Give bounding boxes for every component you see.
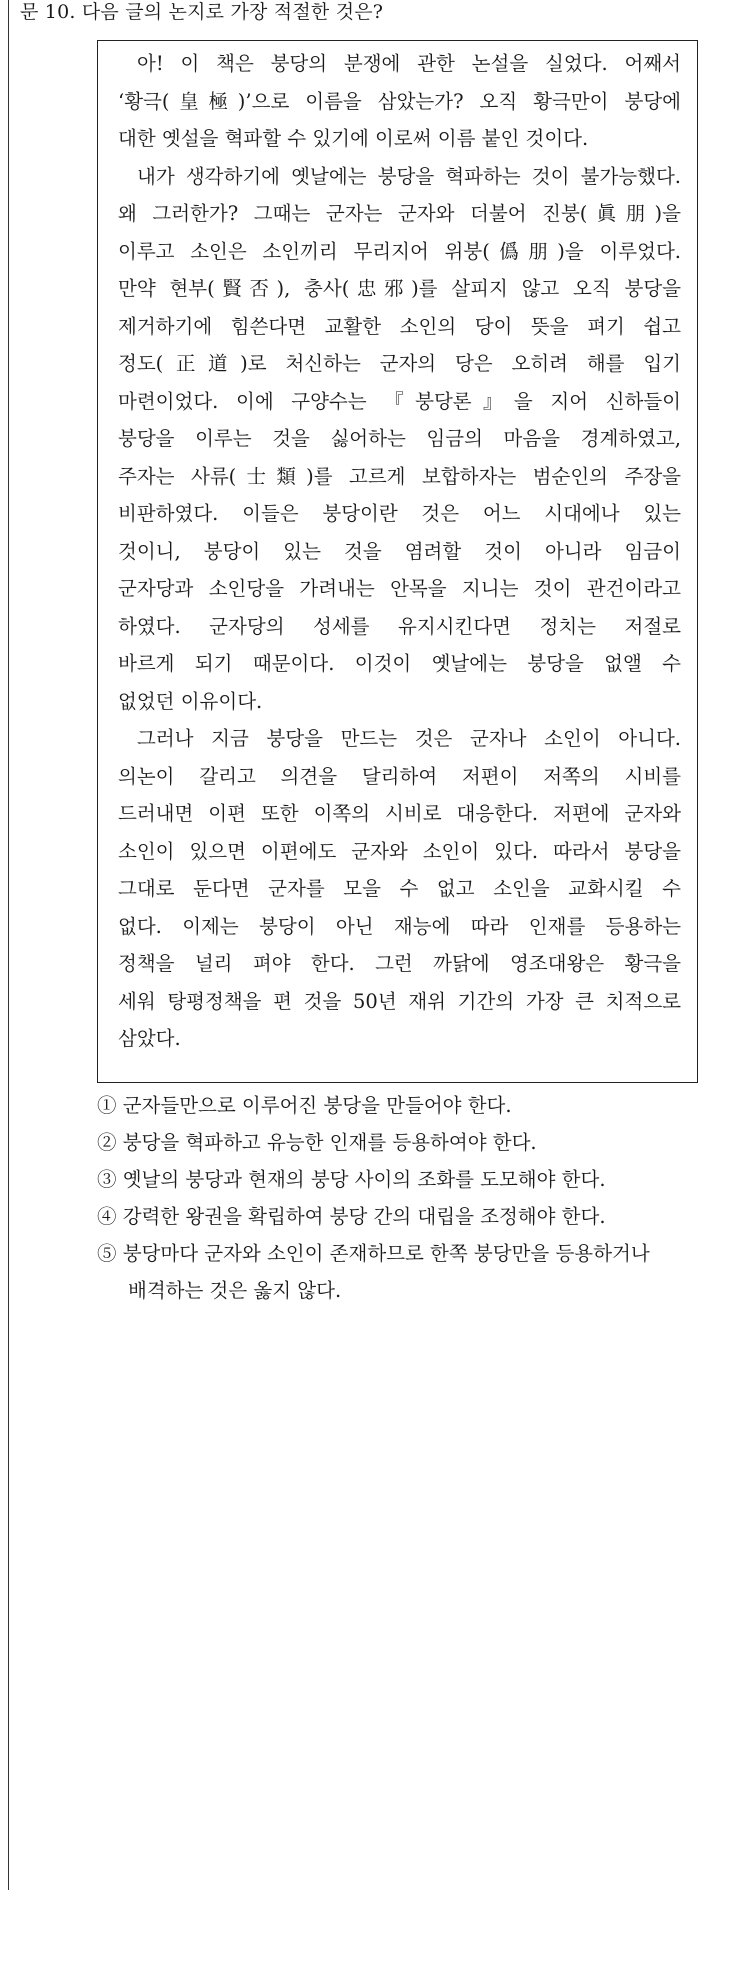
passage-line: 없다. 이제는 붕당이 아닌 재능에 따라 인재를 등용하는	[118, 914, 681, 938]
passage-box	[97, 40, 698, 1083]
passage-line: 바르게 되기 때문이다. 이것이 옛날에는 붕당을 없앨 수	[118, 652, 681, 675]
passage-line: 비판하였다. 이들은 붕당이란 것은 어느 시대에나 있는	[118, 502, 681, 525]
passage-line: 소인이 있으면 이편에도 군자와 소인이 있다. 따라서 붕당을	[118, 839, 681, 863]
passage-line: 드러내면 이편 또한 이쪽의 시비로 대응한다. 저편에 군자와	[118, 802, 681, 825]
choice-5[interactable]: ⑤ 붕당마다 군자와 소인이 존재하므로 한쪽 붕당만을 등용하거나	[97, 1242, 650, 1265]
passage-line: 삼았다.	[118, 1027, 181, 1050]
passage-line: 그대로 둔다면 군자를 모을 수 없고 소인을 교화시킬 수	[118, 877, 681, 900]
passage-line: 내가 생각하기에 옛날에는 붕당을 혁파하는 것이 불가능했다.	[137, 164, 681, 188]
passage-line: 군자당과 소인당을 가려내는 안목을 지니는 것이 관건이라고	[118, 577, 681, 600]
passage-line: 왜 그러한가? 그때는 군자는 군자와 더불어 진붕(眞朋)을	[118, 202, 681, 225]
passage-line: 주자는 사류(士類)를 고르게 보합하자는 범순인의 주장을	[118, 464, 681, 488]
passage-line: 하였다. 군자당의 성세를 유지시킨다면 정치는 저절로	[118, 614, 681, 638]
passage-line: 대한 옛설을 혁파할 수 있기에 이로써 이름 붙인 것이다.	[118, 127, 589, 150]
choice-4[interactable]: ④ 강력한 왕권을 확립하여 붕당 간의 대립을 조정해야 한다.	[97, 1205, 606, 1228]
choice-3[interactable]: ③ 옛날의 붕당과 현재의 붕당 사이의 조화를 도모해야 한다.	[97, 1168, 606, 1191]
passage-line: 없었던 이유이다.	[118, 689, 263, 713]
passage-line: 그러나 지금 붕당을 만드는 것은 군자나 소인이 아니다.	[137, 727, 681, 750]
passage-line: 것이니, 붕당이 있는 것을 염려할 것이 아니라 임금이	[118, 539, 681, 563]
passage-line: 마련이었다. 이에 구양수는 『붕당론』을 지어 신하들이	[118, 389, 681, 413]
choice-2[interactable]: ② 붕당을 혁파하고 유능한 인재를 등용하여야 한다.	[97, 1131, 537, 1154]
passage-line: 붕당을 이루는 것을 싫어하는 임금의 마음을 경계하였고,	[118, 427, 681, 450]
passage-line: 제거하기에 힘쓴다면 교활한 소인의 당이 뜻을 펴기 쉽고	[118, 314, 681, 338]
passage-line: 정책을 널리 펴야 한다. 그런 까닭에 영조대왕은 황극을	[118, 952, 681, 975]
passage-line: 세워 탕평정책을 편 것을 50년 재위 기간의 가장 큰 치적으로	[118, 989, 681, 1013]
question-title: 문 10. 다음 글의 논지로 가장 적절한 것은?	[20, 1, 384, 23]
page-margin-rule	[8, 0, 9, 1890]
passage-line: 의논이 갈리고 의견을 달리하여 저편이 저쪽의 시비를	[118, 764, 681, 788]
passage-line: 이루고 소인은 소인끼리 무리지어 위붕(僞朋)을 이루었다.	[118, 239, 681, 263]
choice-1[interactable]: ① 군자들만으로 이루어진 붕당을 만들어야 한다.	[97, 1094, 512, 1117]
passage-line: 정도(正道)로 처신하는 군자의 당은 오히려 해를 입기	[118, 352, 681, 375]
answer-choices	[97, 1087, 717, 1309]
choice-5-continuation[interactable]: 배격하는 것은 옳지 않다.	[128, 1279, 342, 1302]
passage-line: 아! 이 책은 붕당의 분쟁에 관한 논설을 실었다. 어째서	[137, 52, 681, 75]
passage-line: 만약 현부(賢否), 충사(忠邪)를 살피지 않고 오직 붕당을	[118, 277, 681, 300]
passage-line: ‘황극(皇極)’으로 이름을 삼았는가? 오직 황극만이 붕당에	[118, 89, 681, 113]
